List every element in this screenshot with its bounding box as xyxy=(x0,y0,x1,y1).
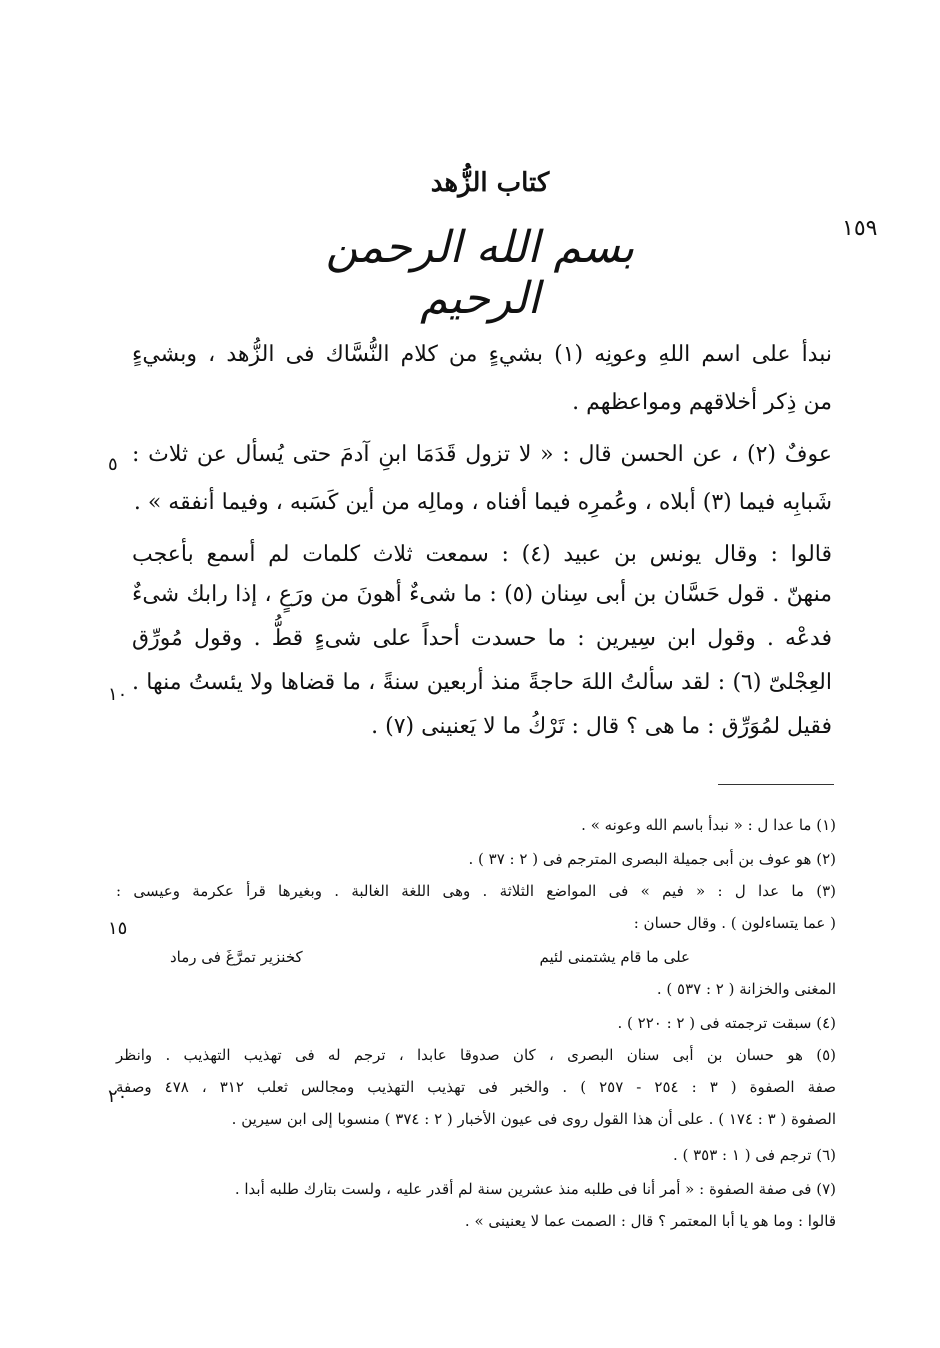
footnote-5: (٥) هو حسان بن أبى سنان البصرى ، كان صدوقا عابدا ، ترجم له فى تهذيب التهذيب . وانظر xyxy=(116,1046,836,1064)
footnote-3-source: المغنى والخزانة ( ٢ : ٥٣٧ ) . xyxy=(656,980,836,998)
body-line: من ذِكر أخلاقهم ومواعظهم . xyxy=(572,390,832,415)
body-line: عوفٌ (٢) ، عن الحسن قال : « لا تزول قَدَمَا ابنِ آدمَ حتى يُسأل عن ثلاث : xyxy=(132,442,833,467)
line-number-20: ٢٠ xyxy=(108,1086,128,1107)
footnote-5-cont-2: الصفوة ( ٣ : ١٧٤ ) . على أن هذا القول روى فى عيون الأخبار ( ٢ : ٣٧٤ ) منسوبا إلى ابن سيرين . xyxy=(231,1110,836,1128)
footnote-separator xyxy=(718,784,834,785)
line-number-10: ١٠ xyxy=(108,684,128,705)
body-line: فقيل لمُوَرِّق : ما هى ؟ قال : تَرْكُ ما لا يَعنينى (٧) . xyxy=(371,714,832,739)
page-number: ١٥٩ xyxy=(842,216,878,241)
footnote-2: (٢) هو عوف بن أبى جميلة البصرى المترجم فى ( ٢ : ٣٧ ) . xyxy=(468,850,836,868)
footnote-3-cont: ( عما يتساءلون ) . وقال حسان : xyxy=(633,914,836,932)
footnote-5-cont: صفة الصفوة ( ٣ : ٢٥٤ - ٢٥٧ ) . والخبر فى تهذيب التهذيب ومجالس ثعلب ٣١٢ ، ٤٧٨ وصفة xyxy=(116,1078,836,1096)
body-line: العِجْلىّ (٦) : لقد سألتُ اللهَ حاجةً منذ أربعين سنةً ، ما قضاها ولا يئستُ منها . xyxy=(132,670,832,695)
body-line: نبدأ على اسم اللهِ وعونِه (١) بشيءٍ من كلام النُّسَّاك فى الزُّهد ، وبشيءٍ xyxy=(132,342,832,367)
chapter-title: كتاب الزُّهد xyxy=(430,168,550,198)
line-number-5: ٥ xyxy=(108,454,118,475)
body-line: منهنّ . قول حَسَّان بن أبى سِنان (٥) : ما شىءٌ أهونَ من ورَعٍ ، إذا رابك شىءٌ xyxy=(132,582,832,607)
footnote-6: (٦) ترجم فى ( ١ : ٣٥٣ ) . xyxy=(672,1146,836,1164)
footnote-4: (٤) سبقت ترجمته فى ( ٢ : ٢٢٠ ) . xyxy=(617,1014,836,1032)
body-line: شَبابِه فيما (٣) أبلاه ، وعُمرِه فيما أفناه ، ومالِه من أين كَسَبه ، وفيما أنفقه » . xyxy=(133,490,832,515)
verse-line xyxy=(170,948,690,966)
footnote-7-cont: قالوا : وما هو يا أبا المعتمر ؟ قال : الصمت عما لا يعنينى » . xyxy=(464,1212,836,1230)
footnote-1: (١) ما عدا ل : « نبدأ باسم الله وعونه » . xyxy=(581,816,836,834)
footnote-3: (٣) ما عدا ل : « فيم » فى المواضع الثلاثة . وهى اللغة الغالبة . وبغيرها قرأ عكرمة وعيسى : xyxy=(116,882,836,900)
body-line: قالوا : وقال يونس بن عبيد (٤) : سمعت ثلاث كلمات لم أسمع بأعجب xyxy=(132,542,832,567)
body-line: فدعْه . وقول ابن سِيرين : ما حسدت أحداً على شىءٍ قطُّ . وقول مُورِّق xyxy=(132,626,832,651)
footnote-7: (٧) فى صفة الصفوة : « أمر أنا فى طلبه منذ عشرين سنة لم أقدر عليه ، ولست بتارك طلبه أبدا . xyxy=(234,1180,836,1198)
basmala-calligraphy: بسم الله الرحمن الرحيم xyxy=(325,222,635,324)
line-number-15: ١٥ xyxy=(108,918,128,939)
verse-hemistich-2: كخنزير تمرَّغَ فى رماد xyxy=(170,948,303,966)
verse-hemistich-1: على ما قام يشتمنى لئيم xyxy=(539,948,690,966)
